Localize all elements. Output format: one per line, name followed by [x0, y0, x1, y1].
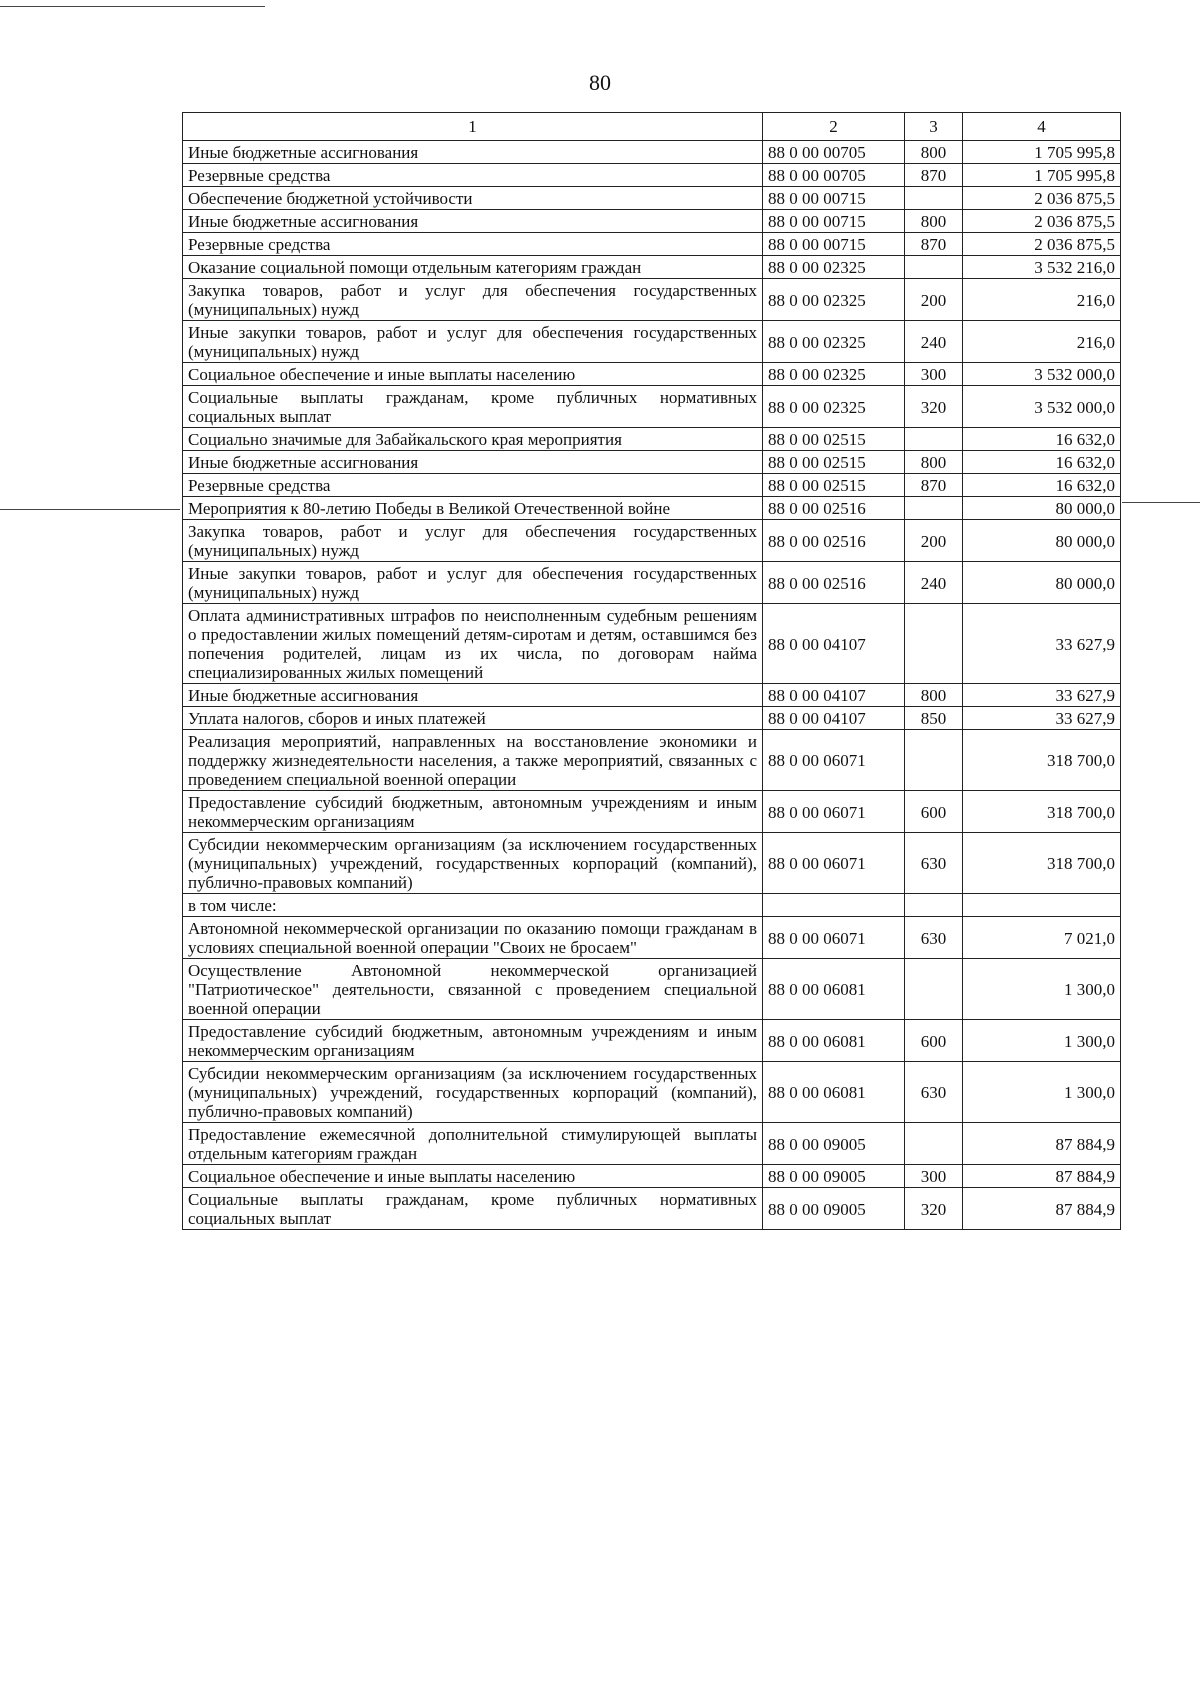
cell-name: Социальные выплаты гражданам, кроме публичных нормативных социальных выплат	[183, 386, 763, 428]
cell-amount: 33 627,9	[963, 707, 1121, 730]
cell-name: Оплата административных штрафов по неисполненным судебным решениям о предоставлении жилых помещений детям-сиротам и детям, оставшимся без попечения родителей, лицам из их числа, по договорам найма специализированных жилых помещений	[183, 604, 763, 684]
cell-name: Социальные выплаты гражданам, кроме публичных нормативных социальных выплат	[183, 1188, 763, 1230]
cell-code: 88 0 00 00705	[763, 141, 905, 164]
table-row	[183, 256, 1121, 279]
table-row	[183, 279, 1121, 321]
cell-expense-type: 240	[905, 321, 963, 363]
table-row	[183, 1123, 1121, 1165]
page-number: 80	[589, 70, 611, 95]
cell-name: Предоставление субсидий бюджетным, автономным учреждениям и иным некоммерческим организациям	[183, 791, 763, 833]
cell-name: Предоставление субсидий бюджетным, автономным учреждениям и иным некоммерческим организациям	[183, 1020, 763, 1062]
cell-amount: 216,0	[963, 279, 1121, 321]
cell-code: 88 0 00 02516	[763, 562, 905, 604]
cell-expense-type: 870	[905, 474, 963, 497]
table-row	[183, 474, 1121, 497]
cell-code: 88 0 00 00715	[763, 187, 905, 210]
table-body	[183, 141, 1121, 1230]
cell-code: 88 0 00 06071	[763, 833, 905, 894]
cell-code: 88 0 00 02325	[763, 386, 905, 428]
table-row	[183, 604, 1121, 684]
table-row	[183, 730, 1121, 791]
cell-expense-type	[905, 256, 963, 279]
cell-code: 88 0 00 02516	[763, 497, 905, 520]
cell-code: 88 0 00 02325	[763, 256, 905, 279]
cell-amount: 7 021,0	[963, 917, 1121, 959]
cell-amount: 87 884,9	[963, 1188, 1121, 1230]
cell-name: Субсидии некоммерческим организациям (за исключением государственных (муниципальных) учреждений, государственных корпораций (компаний), публично-правовых компаний)	[183, 833, 763, 894]
cell-amount: 1 300,0	[963, 1062, 1121, 1123]
cell-expense-type: 800	[905, 141, 963, 164]
cell-expense-type	[905, 1123, 963, 1165]
cell-code: 88 0 00 00705	[763, 164, 905, 187]
cell-name: Резервные средства	[183, 164, 763, 187]
cell-amount: 318 700,0	[963, 833, 1121, 894]
table-row	[183, 1188, 1121, 1230]
cell-name: Уплата налогов, сборов и иных платежей	[183, 707, 763, 730]
cell-code: 88 0 00 00715	[763, 233, 905, 256]
cell-expense-type: 630	[905, 833, 963, 894]
cell-amount: 3 532 000,0	[963, 386, 1121, 428]
table-row	[183, 451, 1121, 474]
cell-amount: 1 300,0	[963, 1020, 1121, 1062]
cell-expense-type: 630	[905, 1062, 963, 1123]
table-row	[183, 520, 1121, 562]
cell-expense-type: 800	[905, 210, 963, 233]
table-row	[183, 386, 1121, 428]
cell-amount: 2 036 875,5	[963, 187, 1121, 210]
cell-code: 88 0 00 06081	[763, 1020, 905, 1062]
cell-name: Иные бюджетные ассигнования	[183, 210, 763, 233]
cell-code: 88 0 00 02515	[763, 451, 905, 474]
cell-code: 88 0 00 02516	[763, 520, 905, 562]
table-row	[183, 141, 1121, 164]
cell-expense-type	[905, 959, 963, 1020]
cell-expense-type	[905, 730, 963, 791]
scan-artifact-line-left	[0, 509, 180, 510]
header-col-2: 2	[763, 113, 905, 141]
table-header-row	[183, 113, 1121, 141]
cell-expense-type: 600	[905, 791, 963, 833]
cell-name: Социальное обеспечение и иные выплаты населению	[183, 363, 763, 386]
cell-expense-type: 850	[905, 707, 963, 730]
cell-amount: 16 632,0	[963, 451, 1121, 474]
cell-expense-type	[905, 187, 963, 210]
table-row	[183, 187, 1121, 210]
cell-amount: 80 000,0	[963, 562, 1121, 604]
table-row	[183, 1020, 1121, 1062]
table-row	[183, 833, 1121, 894]
cell-amount: 318 700,0	[963, 730, 1121, 791]
cell-amount: 1 705 995,8	[963, 141, 1121, 164]
cell-name: Закупка товаров, работ и услуг для обеспечения государственных (муниципальных) нужд	[183, 279, 763, 321]
cell-amount: 216,0	[963, 321, 1121, 363]
cell-name: Реализация мероприятий, направленных на восстановление экономики и поддержку жизнедеятельности населения, а также мероприятий, связанных с проведением специальной военной операции	[183, 730, 763, 791]
cell-amount: 3 532 000,0	[963, 363, 1121, 386]
cell-name: Резервные средства	[183, 474, 763, 497]
cell-expense-type: 600	[905, 1020, 963, 1062]
cell-expense-type: 800	[905, 684, 963, 707]
cell-expense-type: 320	[905, 386, 963, 428]
cell-code: 88 0 00 06081	[763, 1062, 905, 1123]
cell-expense-type: 870	[905, 233, 963, 256]
cell-name: Мероприятия к 80-летию Победы в Великой Отечественной войне	[183, 497, 763, 520]
cell-expense-type: 300	[905, 363, 963, 386]
cell-expense-type: 300	[905, 1165, 963, 1188]
table-row	[183, 164, 1121, 187]
cell-code: 88 0 00 06081	[763, 959, 905, 1020]
cell-expense-type: 870	[905, 164, 963, 187]
cell-expense-type	[905, 428, 963, 451]
cell-code: 88 0 00 02325	[763, 363, 905, 386]
cell-amount: 3 532 216,0	[963, 256, 1121, 279]
table-row	[183, 1165, 1121, 1188]
cell-name: Социально значимые для Забайкальского края мероприятия	[183, 428, 763, 451]
cell-name: в том числе:	[183, 894, 763, 917]
cell-amount: 1 705 995,8	[963, 164, 1121, 187]
cell-code: 88 0 00 06071	[763, 730, 905, 791]
table-row	[183, 791, 1121, 833]
table-row	[183, 321, 1121, 363]
cell-amount: 1 300,0	[963, 959, 1121, 1020]
cell-code: 88 0 00 06071	[763, 917, 905, 959]
cell-expense-type: 240	[905, 562, 963, 604]
table-row	[183, 497, 1121, 520]
table-row	[183, 233, 1121, 256]
cell-code: 88 0 00 02515	[763, 428, 905, 451]
cell-code: 88 0 00 09005	[763, 1123, 905, 1165]
scan-artifact-line-top	[0, 6, 265, 7]
header-col-3: 3	[905, 113, 963, 141]
cell-name: Иные бюджетные ассигнования	[183, 451, 763, 474]
table-row	[183, 210, 1121, 233]
cell-amount: 16 632,0	[963, 428, 1121, 451]
header-col-1: 1	[183, 113, 763, 141]
table-row	[183, 707, 1121, 730]
table-row	[183, 894, 1121, 917]
cell-expense-type: 200	[905, 279, 963, 321]
table-row	[183, 1062, 1121, 1123]
cell-expense-type	[905, 894, 963, 917]
header-col-4: 4	[963, 113, 1121, 141]
cell-amount: 2 036 875,5	[963, 210, 1121, 233]
cell-name: Закупка товаров, работ и услуг для обеспечения государственных (муниципальных) нужд	[183, 520, 763, 562]
cell-amount	[963, 894, 1121, 917]
cell-expense-type	[905, 497, 963, 520]
cell-code: 88 0 00 02515	[763, 474, 905, 497]
table-row	[183, 917, 1121, 959]
cell-code: 88 0 00 04107	[763, 684, 905, 707]
cell-code: 88 0 00 09005	[763, 1188, 905, 1230]
cell-amount: 87 884,9	[963, 1123, 1121, 1165]
cell-code	[763, 894, 905, 917]
cell-name: Автономной некоммерческой организации по оказанию помощи гражданам в условиях специальной военной операции "Своих не бросаем"	[183, 917, 763, 959]
cell-code: 88 0 00 02325	[763, 279, 905, 321]
table-row	[183, 684, 1121, 707]
cell-name: Иные бюджетные ассигнования	[183, 141, 763, 164]
cell-expense-type: 630	[905, 917, 963, 959]
cell-code: 88 0 00 00715	[763, 210, 905, 233]
cell-amount: 33 627,9	[963, 684, 1121, 707]
cell-code: 88 0 00 04107	[763, 604, 905, 684]
cell-name: Иные бюджетные ассигнования	[183, 684, 763, 707]
cell-name: Социальное обеспечение и иные выплаты населению	[183, 1165, 763, 1188]
budget-table	[182, 112, 1121, 1230]
cell-code: 88 0 00 09005	[763, 1165, 905, 1188]
table-row	[183, 428, 1121, 451]
cell-amount: 80 000,0	[963, 497, 1121, 520]
cell-name: Предоставление ежемесячной дополнительной стимулирующей выплаты отдельным категориям граждан	[183, 1123, 763, 1165]
scan-artifact-line-right	[1122, 502, 1200, 503]
table-row	[183, 363, 1121, 386]
cell-amount: 318 700,0	[963, 791, 1121, 833]
cell-name: Иные закупки товаров, работ и услуг для обеспечения государственных (муниципальных) нужд	[183, 562, 763, 604]
cell-expense-type	[905, 604, 963, 684]
table-row	[183, 562, 1121, 604]
cell-name: Обеспечение бюджетной устойчивости	[183, 187, 763, 210]
cell-amount: 2 036 875,5	[963, 233, 1121, 256]
cell-amount: 16 632,0	[963, 474, 1121, 497]
cell-code: 88 0 00 06071	[763, 791, 905, 833]
cell-name: Оказание социальной помощи отдельным категориям граждан	[183, 256, 763, 279]
cell-name: Иные закупки товаров, работ и услуг для обеспечения государственных (муниципальных) нужд	[183, 321, 763, 363]
cell-expense-type: 320	[905, 1188, 963, 1230]
cell-code: 88 0 00 02325	[763, 321, 905, 363]
cell-amount: 33 627,9	[963, 604, 1121, 684]
cell-expense-type: 800	[905, 451, 963, 474]
cell-expense-type: 200	[905, 520, 963, 562]
cell-name: Осуществление Автономной некоммерческой организацией "Патриотическое" деятельности, связанной с проведением специальной военной операции	[183, 959, 763, 1020]
cell-name: Субсидии некоммерческим организациям (за исключением государственных (муниципальных) учреждений, государственных корпораций (компаний), публично-правовых компаний)	[183, 1062, 763, 1123]
cell-code: 88 0 00 04107	[763, 707, 905, 730]
table-row	[183, 959, 1121, 1020]
cell-amount: 87 884,9	[963, 1165, 1121, 1188]
cell-name: Резервные средства	[183, 233, 763, 256]
cell-amount: 80 000,0	[963, 520, 1121, 562]
